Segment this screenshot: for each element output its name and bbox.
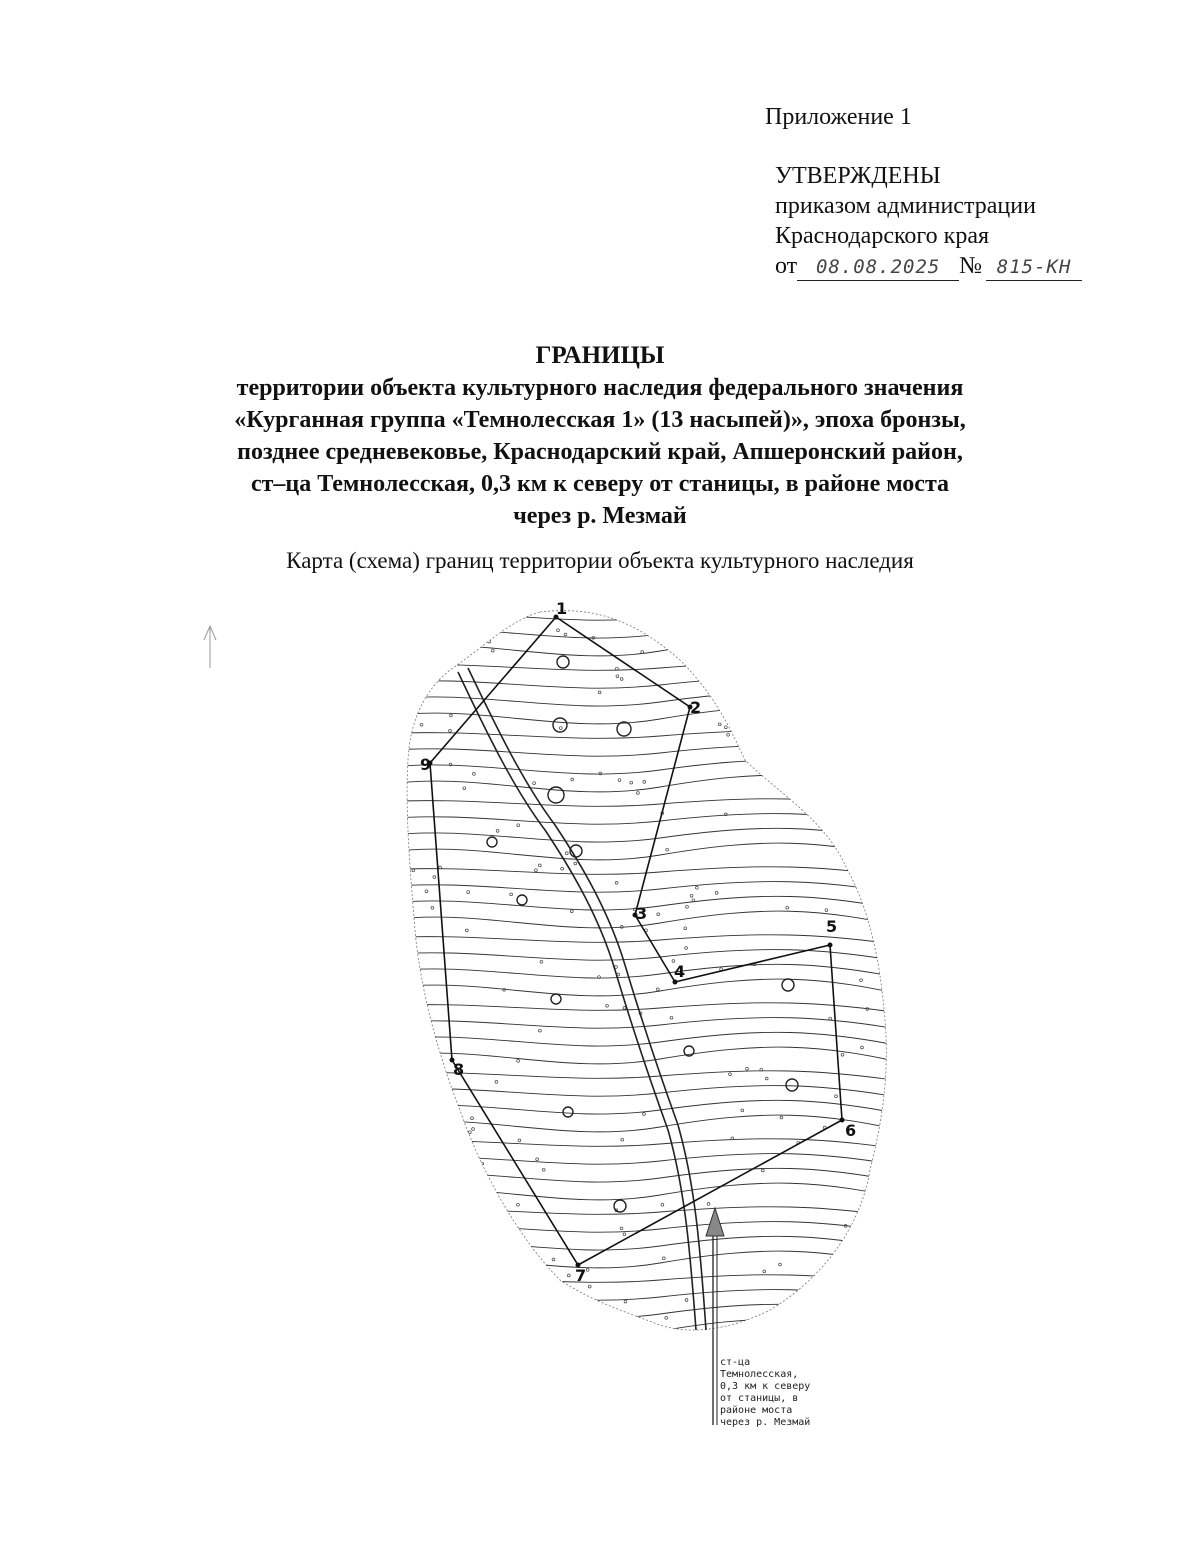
- terrain-dot: [486, 614, 489, 617]
- terrain-dot: [535, 869, 538, 872]
- terrain-dot: [805, 717, 808, 720]
- terrain-dot: [561, 867, 564, 870]
- terrain-dot: [467, 1177, 470, 1180]
- terrain-dot: [656, 988, 659, 991]
- point-label-5: 5: [826, 917, 838, 936]
- terrain-dot: [729, 1073, 732, 1076]
- terrain-dot: [765, 1077, 768, 1080]
- terrain-dot: [692, 899, 695, 902]
- terrain-dot: [829, 1017, 832, 1020]
- terrain-dot: [861, 1046, 864, 1049]
- contour-line: [380, 1154, 920, 1169]
- appendix-label: Приложение 1: [765, 104, 912, 130]
- legend-line-5: районе моста: [720, 1405, 793, 1416]
- terrain-dot: [449, 729, 452, 732]
- terrain-dot: [567, 1274, 570, 1277]
- contour-line: [380, 882, 920, 897]
- terrain-dot: [779, 1263, 782, 1266]
- legend-line-4: от станицы, в: [720, 1393, 799, 1404]
- terrain-dot: [468, 1131, 471, 1134]
- contour-line: [380, 1290, 920, 1305]
- terrain-dot: [858, 844, 861, 847]
- terrain-dot: [542, 1168, 545, 1171]
- terrain-dot: [433, 876, 436, 879]
- terrain-dot: [780, 1116, 783, 1119]
- road-line-right: [468, 668, 706, 1330]
- contour-line: [380, 799, 920, 812]
- terrain-dot: [758, 707, 761, 710]
- terrain-dot: [448, 662, 451, 665]
- contour-line: [380, 1115, 920, 1135]
- terrain-dot: [724, 726, 727, 729]
- terrain-dot: [727, 733, 730, 736]
- terrain-dot: [825, 909, 828, 912]
- contour-line: [380, 1207, 920, 1220]
- terrain-dot: [557, 629, 560, 632]
- point-label-4: 4: [674, 962, 686, 981]
- terrain-dot: [606, 1004, 609, 1007]
- contour-line: [380, 1343, 920, 1356]
- contour-line: [380, 1183, 920, 1203]
- title-line-3: позднее средневековье, Краснодарский край, Апшеронский район,: [237, 439, 963, 465]
- terrain-dot: [643, 781, 646, 784]
- terrain-dot: [686, 905, 689, 908]
- contour-line: [380, 1319, 920, 1339]
- terrain-dot: [630, 781, 633, 784]
- approved-line-1: приказом администрации: [775, 193, 1036, 219]
- contour-line: [380, 595, 920, 608]
- terrain-dot: [517, 1060, 520, 1063]
- number-field: [986, 253, 1082, 281]
- terrain-dot: [489, 1313, 492, 1316]
- contour-line: [380, 639, 920, 659]
- terrain-dot: [641, 651, 644, 654]
- terrain-dot: [552, 1258, 555, 1261]
- contour-line: [380, 746, 920, 761]
- terrain-dot: [746, 1067, 749, 1070]
- handwritten-number: 815-КН: [996, 256, 1072, 278]
- contour-line: [380, 1100, 920, 1118]
- terrain-dot: [780, 711, 783, 714]
- terrain-dot: [446, 1238, 449, 1241]
- handwritten-date: 08.08.2025: [815, 256, 941, 278]
- title-line-4: ст–ца Темнолесская, 0,3 км к северу от станицы, в районе моста: [250, 471, 950, 497]
- terrain-dot: [665, 1317, 668, 1320]
- terrain-dot: [559, 727, 562, 730]
- terrain-dot: [860, 979, 863, 982]
- contour-line: [380, 814, 920, 829]
- terrain-dot: [707, 1203, 710, 1206]
- approved-line-2: Краснодарского края: [775, 223, 990, 249]
- terrain-dot: [623, 1007, 626, 1010]
- terrain-dot: [616, 675, 619, 678]
- terrain-dot: [657, 913, 660, 916]
- terrain-dot: [465, 929, 468, 932]
- terrain-dot: [666, 848, 669, 851]
- contour-line: [380, 1018, 920, 1033]
- terrain-dot: [741, 1109, 744, 1112]
- contour-line: [380, 1032, 920, 1050]
- terrain-dot: [809, 634, 812, 637]
- contour-line: [380, 911, 920, 931]
- terrain-dot: [496, 830, 499, 833]
- terrain-dot: [637, 792, 640, 795]
- document-title: [150, 340, 1050, 532]
- legend-line-2: Темнолесская,: [720, 1369, 799, 1380]
- contour-line: [380, 1003, 920, 1016]
- terrain-contours: [380, 595, 920, 1373]
- terrain-dot: [799, 740, 802, 743]
- point-label-7: 7: [575, 1266, 587, 1285]
- terrain-dot: [574, 862, 577, 865]
- terrain-dot: [540, 960, 543, 963]
- terrain-dot: [534, 1293, 537, 1296]
- terrain-dot: [858, 748, 861, 751]
- terrain-dot: [643, 1113, 646, 1116]
- title-line-5: через р. Мезмай: [513, 503, 687, 529]
- terrain-dot: [715, 892, 718, 895]
- contour-line: [380, 828, 920, 846]
- road-line-left: [458, 672, 696, 1330]
- title-line-1: территории объекта культурного наследия федерального значения: [236, 375, 964, 401]
- contour-line: [380, 1222, 920, 1237]
- number-prefix: №: [959, 253, 983, 279]
- title-main: ГРАНИЦЫ: [535, 342, 665, 369]
- point-label-3: 3: [636, 904, 648, 923]
- terrain-dot: [517, 1203, 520, 1206]
- terrain-dot: [463, 787, 466, 790]
- legend-line-6: через р. Мезмай: [720, 1417, 811, 1428]
- terrain-dot: [437, 1140, 440, 1143]
- terrain-dot: [473, 773, 476, 776]
- point-label-2: 2: [690, 698, 702, 717]
- contour-line: [380, 1168, 920, 1186]
- terrain-dot: [491, 649, 494, 652]
- terrain-dot: [685, 947, 688, 950]
- boundary-polygon: [430, 617, 842, 1265]
- contour-line: [380, 692, 920, 710]
- terrain-dot: [618, 779, 621, 782]
- terrain-dot: [624, 1300, 627, 1303]
- terrain-dot: [451, 1317, 454, 1320]
- terrain-dot: [620, 678, 623, 681]
- terrain-dot: [620, 1227, 623, 1230]
- terrain-dot: [445, 1239, 448, 1242]
- map-subtitle: Карта (схема) границ территории объекта культурного наследия: [286, 548, 914, 573]
- contour-line: [380, 1251, 920, 1271]
- terrain-dot: [564, 633, 567, 636]
- terrain-dot: [669, 631, 672, 634]
- contour-line: [380, 896, 920, 914]
- contour-line: [380, 867, 920, 880]
- contour-line: [380, 1139, 920, 1152]
- terrain-dot: [662, 1257, 665, 1260]
- terrain-dot: [670, 1016, 673, 1019]
- contour-line: [380, 731, 920, 744]
- terrain-dot: [830, 801, 833, 804]
- terrain-dot: [850, 1302, 853, 1305]
- terrain-dot: [718, 723, 721, 726]
- terrain-dot: [599, 772, 602, 775]
- terrain-dot: [841, 1053, 844, 1056]
- terrain-dot: [431, 906, 434, 909]
- contour-line: [380, 1275, 920, 1288]
- terrain-dot: [571, 778, 574, 781]
- terrain-dot: [598, 691, 601, 694]
- date-field: [797, 253, 959, 281]
- terrain-dot: [832, 688, 835, 691]
- point-label-8: 8: [453, 1060, 465, 1079]
- boundary-map: [0, 590, 1200, 1430]
- terrain-dot: [621, 1138, 624, 1141]
- terrain-dot: [471, 1117, 474, 1120]
- title-line-2: «Курганная группа «Темнолесская 1» (13 насыпей)», эпоха бронзы,: [234, 407, 966, 433]
- terrain-dot: [616, 667, 619, 670]
- terrain-dot: [685, 1299, 688, 1302]
- terrain-dot: [510, 893, 513, 896]
- terrain-dot: [423, 1040, 426, 1043]
- terrain-dot: [425, 890, 428, 893]
- contour-line: [380, 1358, 920, 1373]
- terrain-dot: [413, 1151, 416, 1154]
- terrain-dot: [695, 886, 698, 889]
- approval-date-number: [775, 251, 1082, 281]
- terrain-dot: [761, 1169, 764, 1172]
- terrain-dot: [536, 1158, 539, 1161]
- terrain-dot: [488, 640, 491, 643]
- terrain-dot: [588, 1285, 591, 1288]
- terrain-dot: [661, 1203, 664, 1206]
- terrain-dot: [533, 782, 536, 785]
- kurgan-mounds: [487, 656, 798, 1212]
- terrain-dot: [446, 1271, 449, 1274]
- legend-line-1: ст-ца: [720, 1357, 751, 1368]
- terrain-dot: [812, 1301, 815, 1304]
- terrain-dot: [628, 1317, 631, 1320]
- legend-line-3: 0,3 км к северу: [720, 1381, 811, 1392]
- north-arrow-icon: [204, 626, 216, 668]
- contour-line: [380, 775, 920, 795]
- terrain-dot: [412, 869, 415, 872]
- point-label-1: 1: [556, 599, 568, 618]
- contour-line: [380, 964, 920, 982]
- terrain-dot: [447, 629, 450, 632]
- terrain-dot: [450, 714, 453, 717]
- terrain-dot: [786, 906, 789, 909]
- terrain-dot: [835, 1095, 838, 1098]
- date-prefix: от: [775, 253, 798, 279]
- terrain-dot: [538, 864, 541, 867]
- terrain-dot: [570, 910, 573, 913]
- contour-line: [380, 760, 920, 778]
- approval-block: [775, 161, 1082, 281]
- terrain-dot: [586, 1269, 589, 1272]
- contour-line: [380, 663, 920, 676]
- terrain-dot: [763, 1270, 766, 1273]
- terrain-dot: [684, 927, 687, 930]
- approved-title: УТВЕРЖДЕНЫ: [775, 163, 941, 189]
- contour-line: [380, 610, 920, 625]
- terrain-dot: [615, 881, 618, 884]
- contour-line: [380, 950, 920, 965]
- terrain-dot: [518, 1139, 521, 1142]
- contour-line: [380, 707, 920, 727]
- terrain-dot: [465, 1252, 468, 1255]
- contour-line: [380, 1304, 920, 1322]
- terrain-dot: [825, 1287, 828, 1290]
- point-label-9: 9: [420, 755, 432, 774]
- terrain-dot: [718, 668, 721, 671]
- contour-line: [380, 979, 920, 999]
- terrain-dot: [623, 1233, 626, 1236]
- terrain-dot: [467, 891, 470, 894]
- location-arrow-icon: [706, 1208, 724, 1236]
- contour-line: [380, 624, 920, 642]
- terrain-dot: [702, 675, 705, 678]
- terrain-dot: [517, 824, 520, 827]
- terrain-dot: [539, 1029, 542, 1032]
- terrain-dot: [420, 723, 423, 726]
- terrain-dot: [472, 1128, 475, 1131]
- terrain-dot: [521, 1241, 524, 1244]
- terrain-dot: [495, 1081, 498, 1084]
- terrain-dot: [565, 852, 568, 855]
- terrain-dot: [690, 894, 693, 897]
- point-label-6: 6: [845, 1121, 857, 1140]
